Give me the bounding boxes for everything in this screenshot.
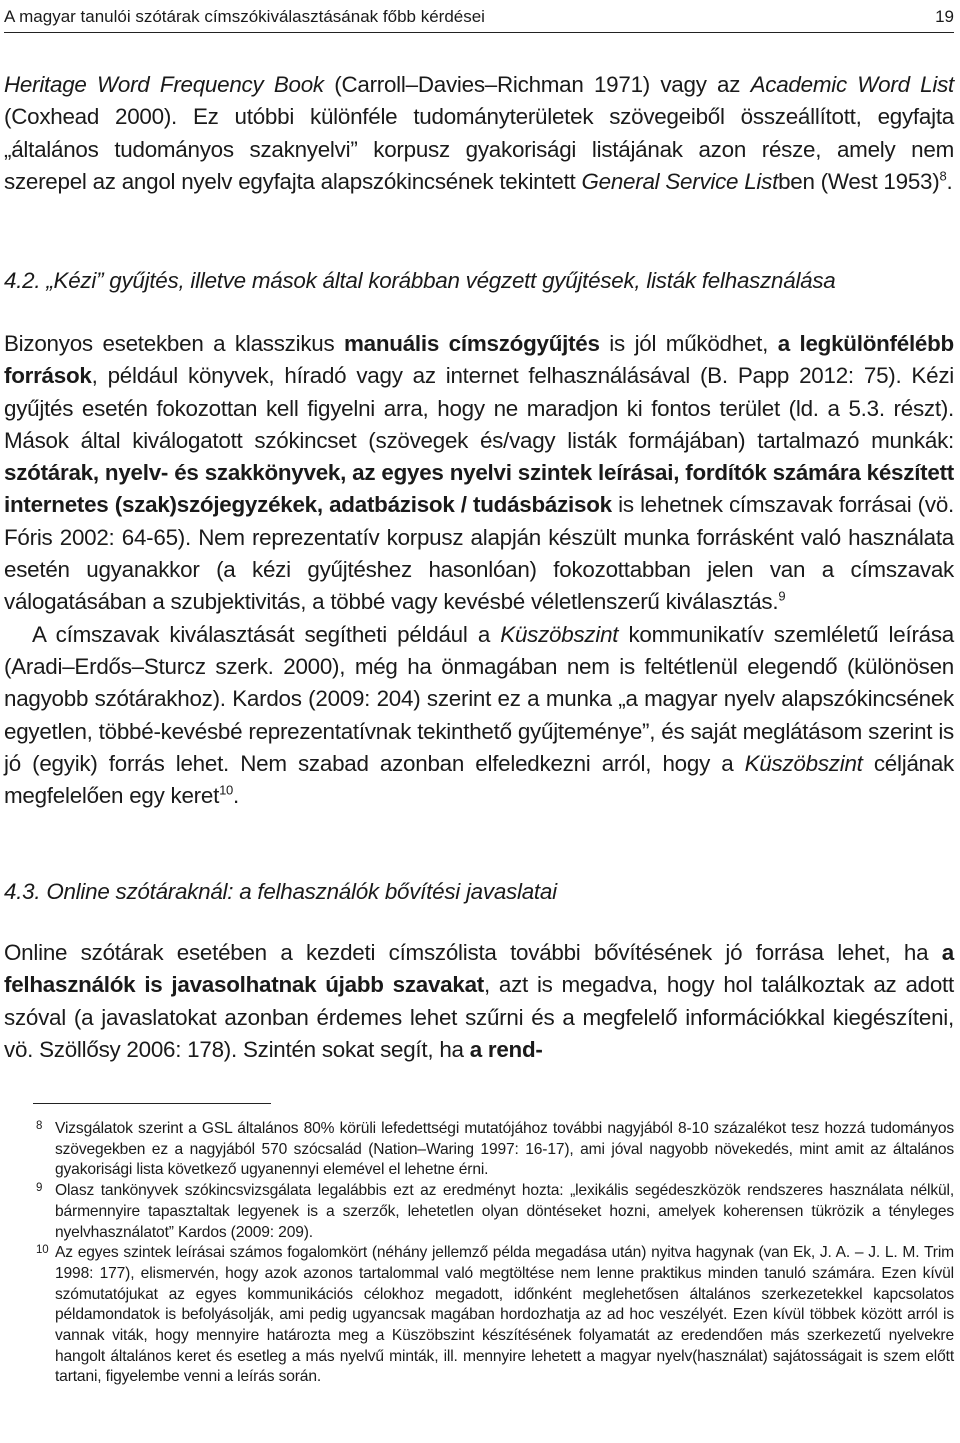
- footnote-ref-10: 10: [219, 782, 234, 798]
- section-heading-4-2: 4.2. „Kézi” gyűjtés, illetve mások által korábban végzett gyűjtések, listák felhasználása: [4, 268, 836, 293]
- running-head: [4, 2, 954, 33]
- text-run: , például könyvek, híradó vagy az internet felhasználásával (B. Papp 2012: 75). Kézi gyűjtés esetén fokozottan kell figyelni arra, hogy ne maradjon ki fontos terület (ld. a 5.3. részt). Mások által kiválogatott szókincset (szövegek és/vagy listák formájában) tartalmazó munkák:: [4, 363, 954, 453]
- book-title-awl: Academic Word List: [750, 72, 954, 97]
- book-title-gsl: General Service List: [581, 168, 779, 194]
- bold-run: a felhasználók is javasolhatnak újabb szavakat: [4, 940, 954, 998]
- intro-text-6: ben (West 1953): [778, 168, 940, 194]
- paragraph: [4, 619, 954, 813]
- text-run: kommunikatív szemléletű leírása (Aradi–Erdős–Sturcz szerk. 2000), még ha önmagában nem is feltétlenül elegendő (különösen nagyobb szótárakhoz). Kardos (2009: 204) szerint ez a munka „a magyar nyelv alapszókincsének egyetlen, többé-kevésbé reprezentatívnak tekinthető gyűjteménye”, és saját meglátásom szerint is jó (egyik) forrás lehet. Nem szabad azonban elfeledkezni arról, hogy a: [4, 621, 955, 776]
- book-title-heritage: Heritage Word Frequency Book: [4, 72, 324, 97]
- footnote: [4, 1243, 954, 1388]
- text-run: Bizonyos esetekben a klasszikus: [4, 331, 345, 356]
- footnote-ref-9: 9: [778, 588, 786, 604]
- footnote-text: Olasz tankönyvek szókincsvizsgálata legalábbis ezt az eredményt hozta: „lexikális segédeszközök rendszeres használata nélkül, bármennyire tapasztaltak legyenek is a szerzők, lehetetlen olyan döntéseket hozni, amelyek koherensen tükrözik a tényleges nyelvhasználatot” Kardos (2009: 209).: [55, 1182, 954, 1241]
- text-run: is jól működhet,: [599, 331, 778, 356]
- bold-run: a rend-: [469, 1036, 543, 1062]
- footnote-number: 9: [36, 1182, 43, 1195]
- text-run: , azt is megadva, hogy hol találkoztak az adott szóval (a javaslatokat azonban érdemes lehet szűrni és a megfelelő információkkal kiegészíteni, vö. Szöllősy 2006: 178). Szintén sokat segít, ha: [4, 972, 954, 1062]
- footnote-number: 8: [36, 1120, 43, 1132]
- paragraph: [4, 328, 954, 619]
- page-number: 19: [935, 7, 954, 26]
- section-4-3-body: [4, 937, 954, 1066]
- intro-text-2: (Carroll–Davies–Richman 1971) vagy az: [323, 72, 751, 97]
- footnote-number: 10: [36, 1244, 49, 1257]
- bold-run: a legkülönfélébb források: [4, 331, 954, 389]
- bold-run: manuális címszógyűjtés: [344, 331, 600, 356]
- intro-text-4: (Coxhead 2000). Ez utóbbi különféle tudományterületek szövegeiből összeállított, egyfajta „általános tudományos szaknyelvi” korpusz gyakorisági listájának azon része, amely nem szerepel az angol nyelv egyfajta alapszókincsének tekintett: [4, 104, 954, 194]
- running-head-title: A magyar tanulói szótárak címszókiválasztásának főbb kérdései: [4, 7, 485, 26]
- intro-text-7: .: [946, 168, 953, 194]
- footnote-text: Az egyes szintek leírásai számos fogalomkört (néhány jellemző példa megadása után) nyitva hagynak (van Ek, J. A. – J. L. M. Trim 1998: 177), elismervén, hogy azok azonos tartalommal való megtöltése nem lenne praktikus minden tanuló számára. Ezen kívül szómutatójukat az egyes kommunikációs célokhoz megadott, időnként meglehetősen általános szerkezetekkel kapcsolatos példamondatok is befolyásolják, ami pedig ugyancsak magában hordozhatja az ad hoc veszélyét. Ezen kívül többek között arról is vannak viták, hogy mennyire határozta meg a Küszöbszint készítésének folyamatát az eredendően más szerkezetű nyelvekre hangolt általános keret és esetleg a más nyelvű minták, ill. mennyire lehetett a magyar nyelv(használat) sajátosságait is szem előtt tartani, figyelembe venni a leírás során.: [55, 1244, 954, 1386]
- footnotes: [4, 1119, 954, 1388]
- footnote-divider: [33, 1103, 271, 1104]
- footnote: [4, 1119, 954, 1181]
- paragraph: [4, 937, 954, 1066]
- footnote-text: Vizsgálatok szerint a GSL általános 80% körüli lefedettségi mutatójához további nagyjából 8-10 százalékot tesz hozzá tudományos szövegekben ez a nagyjából 570 szócsalád (Nation–Waring 1997: 16-17), ami jóval nagyobb növekedés, mint amit az általános gyakorisági lista következő ugyanennyi elemével el lehetne érni.: [55, 1120, 954, 1179]
- italic-run: Küszöbszint: [500, 621, 619, 647]
- text-run: céljának megfelelően egy keret: [4, 750, 955, 809]
- italic-run: Küszöbszint: [744, 750, 863, 776]
- section-4-2-body: [4, 328, 954, 812]
- text-run: Online szótárak esetében a kezdeti címszólista további bővítésének jó forrása lehet, ha: [4, 940, 942, 965]
- intro-text: [4, 69, 954, 198]
- text-run: A címszavak kiválasztását segítheti például a: [32, 621, 501, 647]
- intro-paragraph: [4, 69, 954, 198]
- footnote: [4, 1181, 954, 1243]
- bold-run: szótárak, nyelv- és szakkönyvek, az egyes nyelvi szintek leírásai, fordítók számára készített internetes (szak)szójegyzékek, adatbázisok / tudásbázisok: [4, 460, 954, 518]
- footnote-ref-8: 8: [939, 168, 947, 184]
- text-run: .: [233, 783, 240, 809]
- section-heading-4-3: 4.3. Online szótáraknál: a felhasználók bővítési javaslatai: [4, 879, 557, 904]
- text-run: is lehetnek címszavak forrásai (vö. Fóris 2002: 64-65). Nem reprezentatív korpusz alapján készült munka forrásként való használata esetén ugyanakkor (a kézi gyűjtéshez hasonlóan) fokozottabban jelen van a címszavak válogatásában a szubjektivitás, a többé vagy kevésbé véletlenszerű kiválasztás.: [4, 492, 955, 615]
